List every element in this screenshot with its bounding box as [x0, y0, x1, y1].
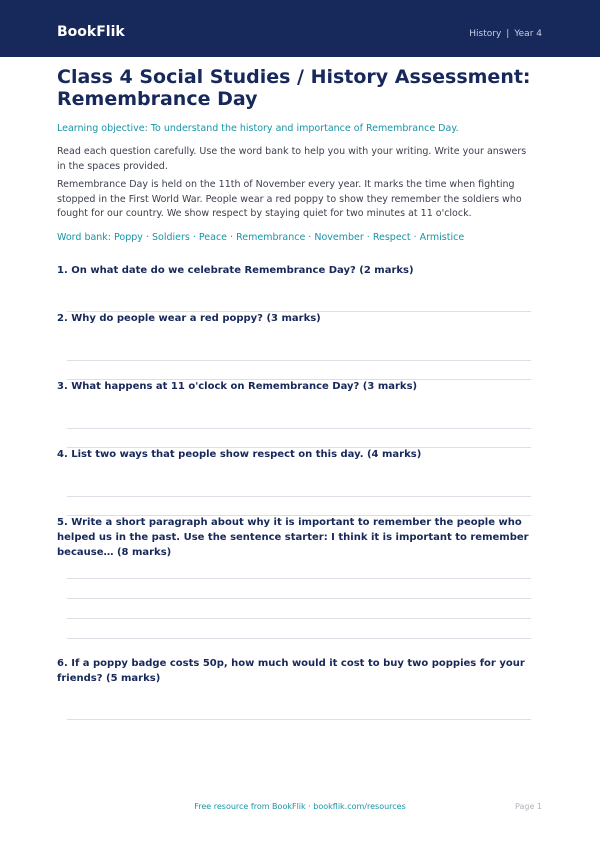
header-separator: |	[506, 29, 510, 39]
learning-objective: Learning objective: To understand the history and importance of Remembrance Day.	[57, 123, 459, 134]
year-label: Year 4	[514, 29, 542, 39]
instructions-text: Read each question carefully. Use the word bank to help you with your writing. Write your answers in the spaces provided.	[57, 146, 527, 172]
question-5: 5. Write a short paragraph about why it is important to remember the people who helped us in the past. Use the sentence starter: I think it is important to remember because… (8 marks)	[57, 517, 529, 558]
answer-line[interactable]	[67, 598, 531, 599]
question-6: 6. If a poppy badge costs 50p, how much would it cost to buy two poppies for your friends? (5 marks)	[57, 658, 525, 684]
question-1: 1. On what date do we celebrate Remembrance Day? (2 marks)	[57, 265, 414, 276]
word-bank: Word bank: Poppy · Soldiers · Peace · Remembrance · November · Respect · Armistice	[57, 232, 465, 243]
answer-line[interactable]	[67, 360, 531, 361]
page-title: Class 4 Social Studies / History Assessment: Remembrance Day	[57, 66, 531, 110]
question-3: 3. What happens at 11 o'clock on Remembrance Day? (3 marks)	[57, 381, 418, 392]
question-4: 4. List two ways that people show respect on this day. (4 marks)	[57, 449, 422, 460]
answer-line[interactable]	[67, 428, 531, 429]
answer-line[interactable]	[67, 496, 531, 497]
answer-line[interactable]	[67, 618, 531, 619]
question-2: 2. Why do people wear a red poppy? (3 marks)	[57, 313, 321, 324]
brand-logo[interactable]: BookFlik	[57, 24, 125, 40]
page-header	[0, 0, 600, 57]
header-meta	[469, 27, 542, 41]
answer-line[interactable]	[67, 638, 531, 639]
subject-label: History	[469, 29, 502, 39]
intro-text: Remembrance Day is held on the 11th of November every year. It marks the time when fighting stopped in the First World War. People wear a red poppy to show they remember the soldiers who fought for our country. We show respect by staying quiet for two minutes at 11 o'clock.	[57, 179, 522, 219]
footer-link[interactable]: Free resource from BookFlik · bookflik.com/resources	[194, 802, 406, 811]
page-number: Page 1	[515, 802, 542, 811]
answer-line[interactable]	[67, 578, 531, 579]
answer-line[interactable]	[67, 719, 531, 720]
